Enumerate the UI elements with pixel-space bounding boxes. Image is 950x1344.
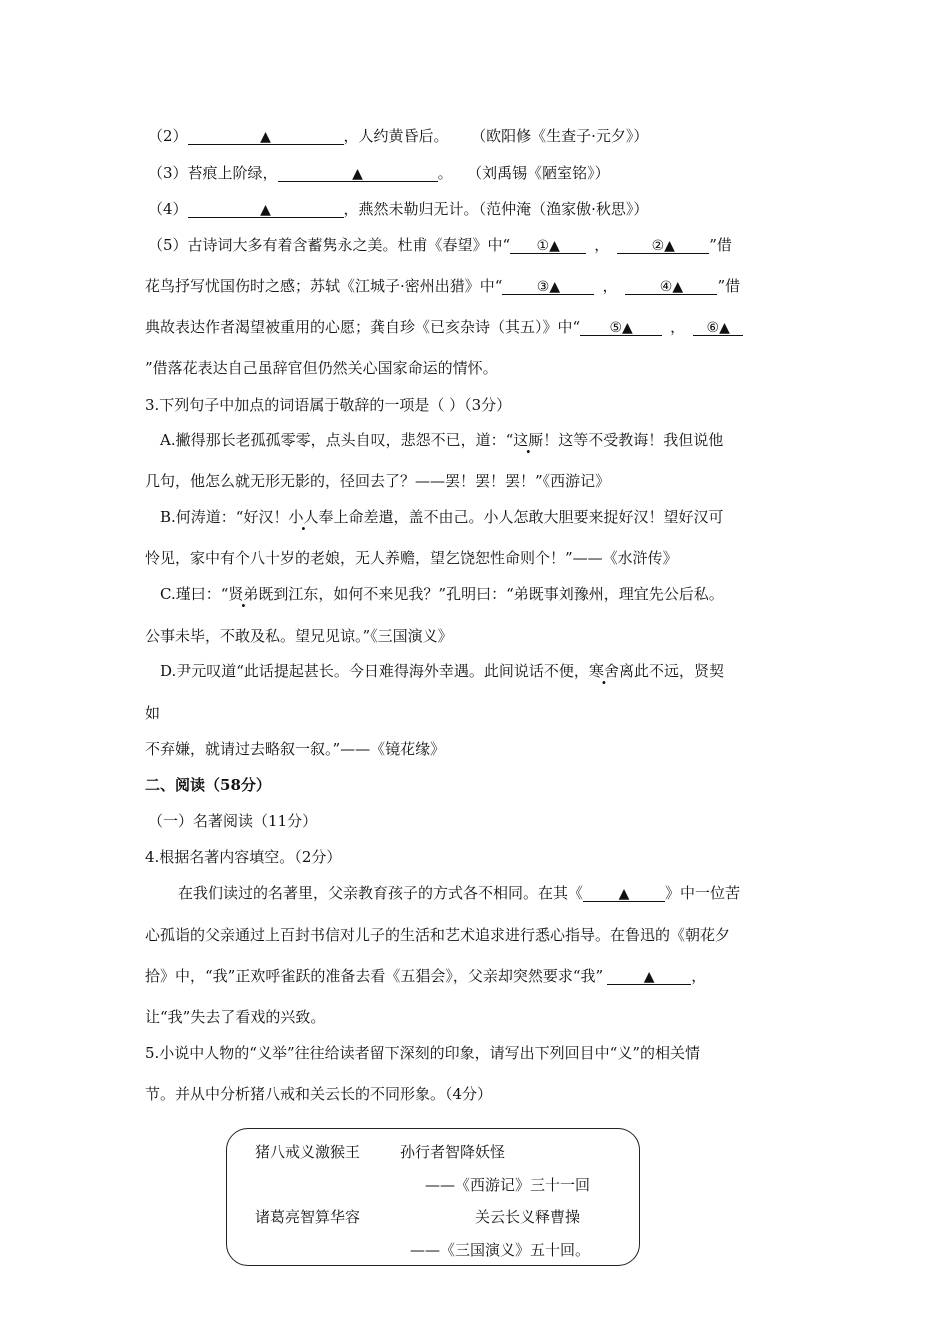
answer-blank[interactable]: ①▲ bbox=[510, 235, 586, 254]
q3-option-d-cont: 如 bbox=[145, 704, 161, 722]
box-row-3: 诸葛亮智算华容 关云长义释曹操 bbox=[255, 1208, 581, 1226]
q4-para-line4: 让“我”失去了看戏的兴致。 bbox=[145, 1008, 326, 1026]
answer-blank[interactable]: ③▲ bbox=[502, 276, 594, 295]
subsection-title: （一）名著阅读（11分） bbox=[148, 812, 318, 830]
q3-option-c[interactable]: C.瑾曰：“贤弟既到江东，如何不来见我？”孔明曰：“弟既事刘豫州，理宜先公后私。 bbox=[160, 585, 724, 603]
q4-para-line1: 在我们读过的名著里，父亲教育孩子的方式各不相同。在其《 ▲ 》中一位苦 bbox=[178, 884, 741, 902]
answer-blank[interactable]: ▲ bbox=[583, 883, 665, 902]
q2-p5-line2: 花鸟抒写忧国伤时之感；苏轼《江城子·密州出猎》中“ ③▲ ， ④▲ ”借 bbox=[145, 277, 741, 295]
q3-option-a-cont: 几句，他怎么就无形无影的，径回去了？——罢！罢！罢！”《西游记》 bbox=[145, 472, 611, 490]
q5-stem-line1: 5.小说中人物的“义举”往往给读者留下深刻的印象，请写出下列回目中“义”的相关情 bbox=[145, 1044, 700, 1062]
section-title: 二、阅读（58分） bbox=[145, 776, 271, 794]
q2-item-2: （2） ▲ ，人约黄昏后。 （欧阳修《生查子·元夕》） bbox=[148, 127, 649, 145]
q2-item-4: （4） ▲ ，燕然未勒归无计。（范仲淹（渔家傲·秋思》） bbox=[148, 200, 649, 218]
q4-para-line3: 拾》中，“我”正欢呼雀跃的准备去看《五猖会》，父亲却突然要求“我” ▲ ， bbox=[145, 967, 707, 985]
q3-option-a[interactable]: A.撇得那长老孤孤零零，点头自叹，悲怨不已，道：“这厮！这等不受教诲！我但说他 bbox=[160, 431, 724, 449]
box-row-1: 猪八戒义激猴王 孙行者智降妖怪 bbox=[255, 1143, 506, 1161]
answer-blank[interactable]: ▲ bbox=[278, 163, 438, 182]
q5-stem-line2: 节。并从中分析猪八戒和关云长的不同形象。（4分） bbox=[145, 1085, 493, 1103]
answer-blank[interactable]: ▲ bbox=[188, 126, 344, 145]
q4-para-line2: 心孤诣的父亲通过上百封书信对儿子的生活和艺术追求进行悉心指导。在鲁迅的《朝花夕 bbox=[145, 926, 731, 944]
q3-option-b[interactable]: B.何涛道：“好汉！小人奉上命差遣，盖不由己。小人怎敢大胆要来捉好汉！望好汉可 bbox=[160, 508, 724, 526]
box-row-4: ——《三国演义》五十回。 bbox=[410, 1241, 591, 1259]
box-row-2: ——《西游记》三十一回 bbox=[425, 1176, 591, 1194]
answer-blank[interactable]: ⑥▲ bbox=[693, 317, 743, 336]
q2-item-3: （3）苔痕上阶绿， ▲ 。 （刘禹锡《陋室铭》） bbox=[148, 164, 610, 182]
q3-option-d-cont2: 不弃嫌，就请过去略叙一叙。”——《镜花缘》 bbox=[145, 740, 446, 758]
q3-stem: 3.下列句子中加点的词语属于敬辞的一项是（ ）（3分） bbox=[145, 396, 512, 414]
q3-option-c-cont: 公事未毕，不敢及私。望兄见谅。”《三国演义》 bbox=[145, 627, 453, 645]
answer-blank[interactable]: ②▲ bbox=[617, 235, 709, 254]
answer-blank[interactable]: ▲ bbox=[607, 966, 691, 985]
q4-stem: 4.根据名著内容填空。（2分） bbox=[145, 848, 342, 866]
answer-blank[interactable]: ④▲ bbox=[625, 276, 717, 295]
answer-blank[interactable]: ▲ bbox=[188, 199, 344, 218]
q2-p5-line4: ”借落花表达自己虽辞官但仍然关心国家命运的情怀。 bbox=[145, 359, 498, 377]
q3-option-b-cont: 怜见，家中有个八十岁的老娘，无人养赡，望乞饶恕性命则个！”——《水浒传》 bbox=[145, 549, 678, 567]
q2-p5-line1: （5）古诗词大多有着含蓄隽永之美。杜甫《春望》中“ ①▲ ， ②▲ ”借 bbox=[148, 236, 732, 254]
answer-blank[interactable]: ⑤▲ bbox=[580, 317, 662, 336]
q3-option-d[interactable]: D.尹元叹道“此话提起甚长。今日难得海外幸遇。此间说话不便，寒舍离此不远，贤契 bbox=[160, 662, 724, 680]
q2-p5-line3: 典故表达作者渴望被重用的心愿；龚自珍《已亥杂诗（其五）》中“ ⑤▲ ， ⑥▲ bbox=[145, 317, 743, 337]
